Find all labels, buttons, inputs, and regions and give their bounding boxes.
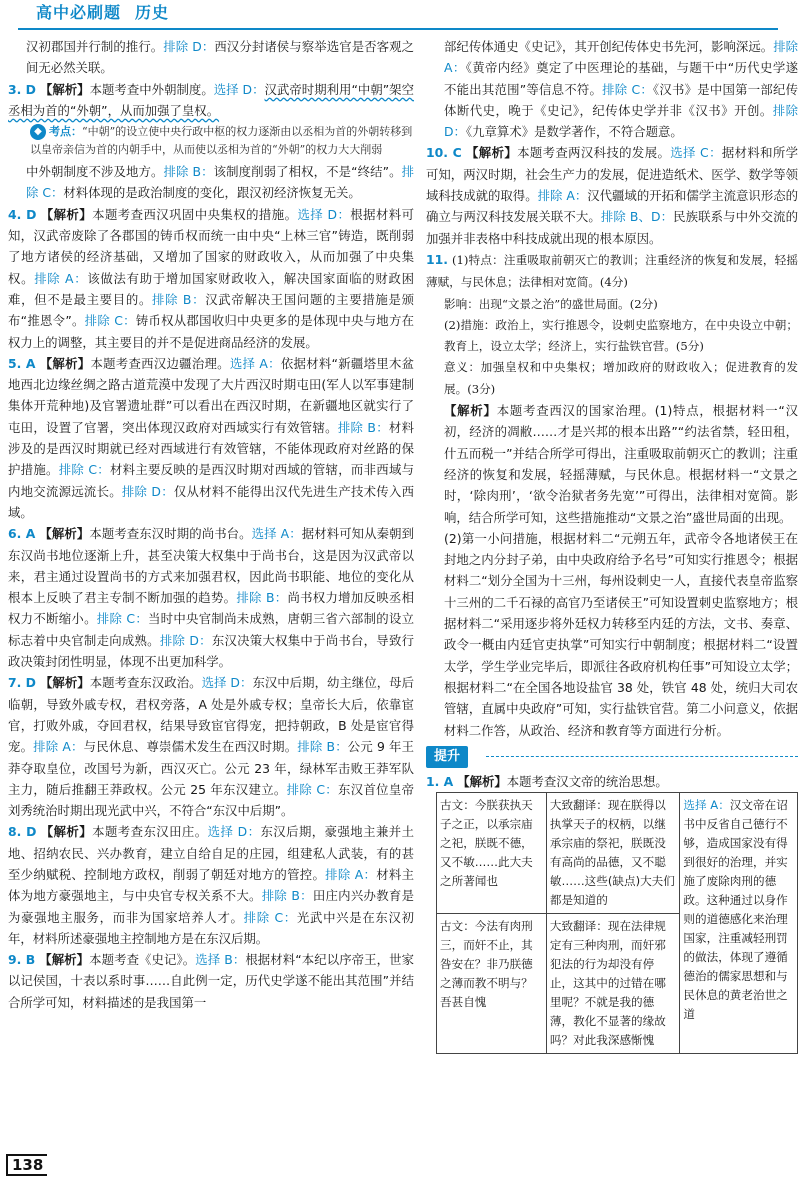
answer-6: 6. A 【解析】本题考查东汉时期的尚书台。选择 A：据材料可知从秦朝到东汉尚书地位逐渐上升，甚至决策大权集中于尚书台，这是因为汉武帝以来，君主通过设置尚书的方式来加强君权，因此尚书职能、地位的变化从根本上反映了君主专制不断加强的趋势。排除 B：尚书权力增加反映丞相权力不断缩小。排除 C：当时中央官制尚未成熟，唐朝三省六部制的设立标志着中央官制走向成熟。排除 D：东汉决策大权集中于尚书台，导致行政决策封闭性明显，体现不出更加科学。 xyxy=(8,526,415,670)
improve-answer-1: 1. A 【解析】本题考查汉文帝的统治思想。 xyxy=(426,773,668,789)
table-cell: 大致翻译：现在朕得以执掌天子的权柄，以继承宗庙的祭祀，朕既没有高尚的品德，又不聪敏……这些(缺点)大夫们都是知道的 xyxy=(546,793,680,914)
answer-8: 8. D 【解析】本题考查东汉田庄。选择 D：东汉后期，豪强地主兼并土地、招纳农民、兴办教育，建立自给自足的庄园，组建私人武装，有的甚至少纳赋税、控制地方政权，削弱了朝廷对地方的管控。排除 A：材料主体为地方豪强地主，与中央官专权关系不大。排除 B：田庄内兴办教育是为豪强地主服务，而非为国家培养人才。排除 C：光武中兴是在东汉初年，材料所述豪强地主控制地方是在东汉后期。 xyxy=(8,824,415,946)
table-cell: 选择 A：汉文帝在诏书中反省自己德行不够，造成国家没有得到很好的治理，并实施了废除肉刑的德政。这种通过以身作则的道德感化来治理国家，注重减轻刑罚的做法，体现了遵循德治的儒家思想和与民休息的黄老治世之道 xyxy=(680,793,798,1054)
answer-9-continuation: 部纪传体通史《史记》，其开创纪传体史书先河，影响深远。排除 A：《黄帝内经》奠定了中医理论的基础，与题干中“历代史学遂不能出其范围”等信息不符。排除 C：《汉书》是中国第一部纪传体断代史，晚于《史记》，纪传体史学并非《汉书》开创。排除 D：《九章算术》是数学著作，不符合题意。 xyxy=(444,39,798,140)
table-cell: 古文：今法有肉刑三，而奸不止，其咎安在？非乃朕德之薄而教不明与？吾甚自愧 xyxy=(437,914,547,1054)
left-column xyxy=(8,36,414,1013)
answer-7: 7. D 【解析】本题考查东汉政治。选择 D：东汉中后期，幼主继位，母后临朝，导致外戚专权，君权旁落，A 处是外戚专权；皇帝长大后，依靠宦官，打败外戚，夺回君权，结果导致宦官得宠，把持朝政，B 处是宦官得宠。排除 A：与民休息、尊崇儒术发生在西汉时期。排除 B：公元 9 年王莽夺取皇位，改国号为新，西汉灭亡。公元 23 年，绿林军击败王莽军队主力，随后推翻王莽政权。公元 25 年东汉建立。排除 C：东汉首位皇帝刘秀统治时期出现光武中兴，不符合“东汉中后期”。 xyxy=(8,675,415,819)
q2-continuation: 汉初郡国并行制的推行。排除 D：西汉分封诸侯与察举选官是否客观之间无必然关联。 xyxy=(26,39,415,76)
page-header xyxy=(18,2,788,28)
book-title: 高中必刷题 xyxy=(36,3,122,22)
exam-point-icon: ◆ xyxy=(30,124,46,140)
answer-5: 5. A 【解析】本题考查西汉边疆治理。选择 A：依据材料“新疆塔里木盆地西北边缘丝绸之路古道荒漠中发现了大片西汉时期屯田(军人以军事建制集体开荒种地)及官署遗址群”可以看出在西汉时期，在新疆地区就实行了屯田，设置了官署，突出体现汉政府对西域实行有效管辖。排除 B：材料涉及的是西汉时期就已经对西域进行有效管辖，不能体现政府对丝路的保护措施。排除 C：材料主要反映的是西汉时期对西域的管辖，而非西域与内地交流源远流长。排除 D：仅从材料不能得出汉代先进生产技术传入西域。 xyxy=(8,355,415,520)
subject-title: 历史 xyxy=(135,3,170,22)
answer-9: 9. B 【解析】本题考查《史记》。选择 B：根据材料“本纪以序帝王，世家以记侯国，十表以系时事……自此例一定，历代史学遂不能出其范围”并结合所学可知，材料描述的是我国第一 xyxy=(8,952,414,1010)
answer-3: 3. D 【解析】本题考查中外朝制度。选择 D：汉武帝时期利用“中朝”架空丞相为首的“外朝”，从而加强了皇权。 xyxy=(8,81,414,118)
comparison-table xyxy=(436,792,798,1054)
header-rule xyxy=(18,28,778,30)
table-cell: 古文：今朕获执天子之正，以承宗庙之祀，朕既不德，又不敏……此大夫之所著闻也 xyxy=(437,793,547,914)
answer-11: 11. (1)特点：注重吸取前朝灭亡的教训；注重经济的恢复和发展，轻摇薄赋，与民休息；法律相对宽简。(4分) 影响：出现“文景之治”的盛世局面。(2分) (2)措施：政治上，实行推恩令，设刺史监察地方，在中央设立中朝；教育上，设立太学；经济上，实行盐铁官营。(5分) 意义：加强皇权和中央集权；增加政府的财政收入；促进教育的发展。(3分) 【解析】本题考查西汉的国家治理。(1)特点，根据材料一“汉初，经济的凋敝……才是兴邦的根本出路”“约法省禁，轻田租，什五而税一”并结合所学可得出，注重吸取前朝灭亡的教训；注重经济的恢复和发展，轻摇薄赋，与民休息。根据材料一“文景之时，‘除肉刑’，‘欲令治狱者务先宽’”可得出，法律相对宽简。影响，结合所学可知，这些措施推动“文景之治”盛世局面的出现。 (2)第一小问措施，根据材料二“元朔五年，武帝令各地诸侯王在封地之内分封子弟，由中央政府给予名号”可知实行推恩令；根据材料二“划分全国为十三州，每州设刺史一人，直接代表皇帝监察十三州的二千石禄的高官乃至诸侯王”可知设置刺史监察地方；根据材料二“采用逐步将外廷权力转移至内廷的方法，文书、奏章、政令一概由内廷官吏执掌”可知实行中朝制度；根据材料二“设置太学，学生学业完毕后，即派往各政府机构任事”可知设立太学；根据材料二“在全国各地设盐官 38 处，铁官 48 处，统归大司农管辖，直属中央政府”可知，实行盐铁官营。第二小问意义，依据材料二作答，从政治、经济和教育等方面进行分析。 xyxy=(426,251,798,738)
question-number: 3. D xyxy=(8,81,36,97)
section-heading-improve xyxy=(426,745,798,767)
exam-point-note: ◆ 考点：“中朝”的设立使中央行政中枢的权力逐渐由以丞相为首的外朝转移到以皇帝亲信为首的内朝手中，从而使以丞相为首的“外朝”的权力大大削弱 xyxy=(30,125,413,157)
section-heading-rule xyxy=(486,756,798,757)
right-column xyxy=(426,36,798,1054)
page-number: 138 xyxy=(6,1154,47,1176)
section-heading-label: 提升 xyxy=(426,746,468,768)
wavy-underline-text: 汉武帝时期利用“中朝”架空丞相为首的“外朝”，从而加强了皇权。 xyxy=(8,81,414,118)
answer-3-rest: 中外朝制度不涉及地方。排除 B：该制度削弱了相权，不是“终结”。排除 C：材料体现的是政治制度的变化，跟汉初经济恢复无关。 xyxy=(26,164,414,201)
header-title xyxy=(36,2,169,23)
answer-10: 10. C 【解析】本题考查两汉科技的发展。选择 C：据材料和所学可知，两汉时期，社会生产力的发展，促进造纸术、医学、数学等领域科技成就的取得。排除 A：汉代疆域的开拓和儒学主流意识形态的确立与两汉科技发展关联不大。排除 B、D：民族联系与中外交流的加强并非表格中科技成就出现的根本原因。 xyxy=(426,145,799,246)
table-cell: 大致翻译：现在法律规定有三种肉刑，而奸邪犯法的行为却没有停止，这其中的过错在哪里呢？不就是我的德薄，教化不显著的缘故吗？对此我深感惭愧 xyxy=(546,914,680,1054)
table-row xyxy=(437,793,798,914)
answer-4: 4. D 【解析】本题考查西汉巩固中央集权的措施。选择 D：根据材料可知，汉武帝废除了各郡国的铸币权而统一由中央“上林三官”铸造，既削弱了地方诸侯的经济基础，又增加了国家的财政收入，从而加强了中央集权。排除 A：该做法有助于增加国家财政收入，解决国家面临的财政困难，但不是最主要目的。排除 B：汉武帝解决王国问题的主要措施是颁布“推恩令”。排除 C：铸币权从郡国收归中央更多的是体现中央与地方在权力上的调整，其主要目的并不是促进商品经济的发展。 xyxy=(8,206,415,350)
